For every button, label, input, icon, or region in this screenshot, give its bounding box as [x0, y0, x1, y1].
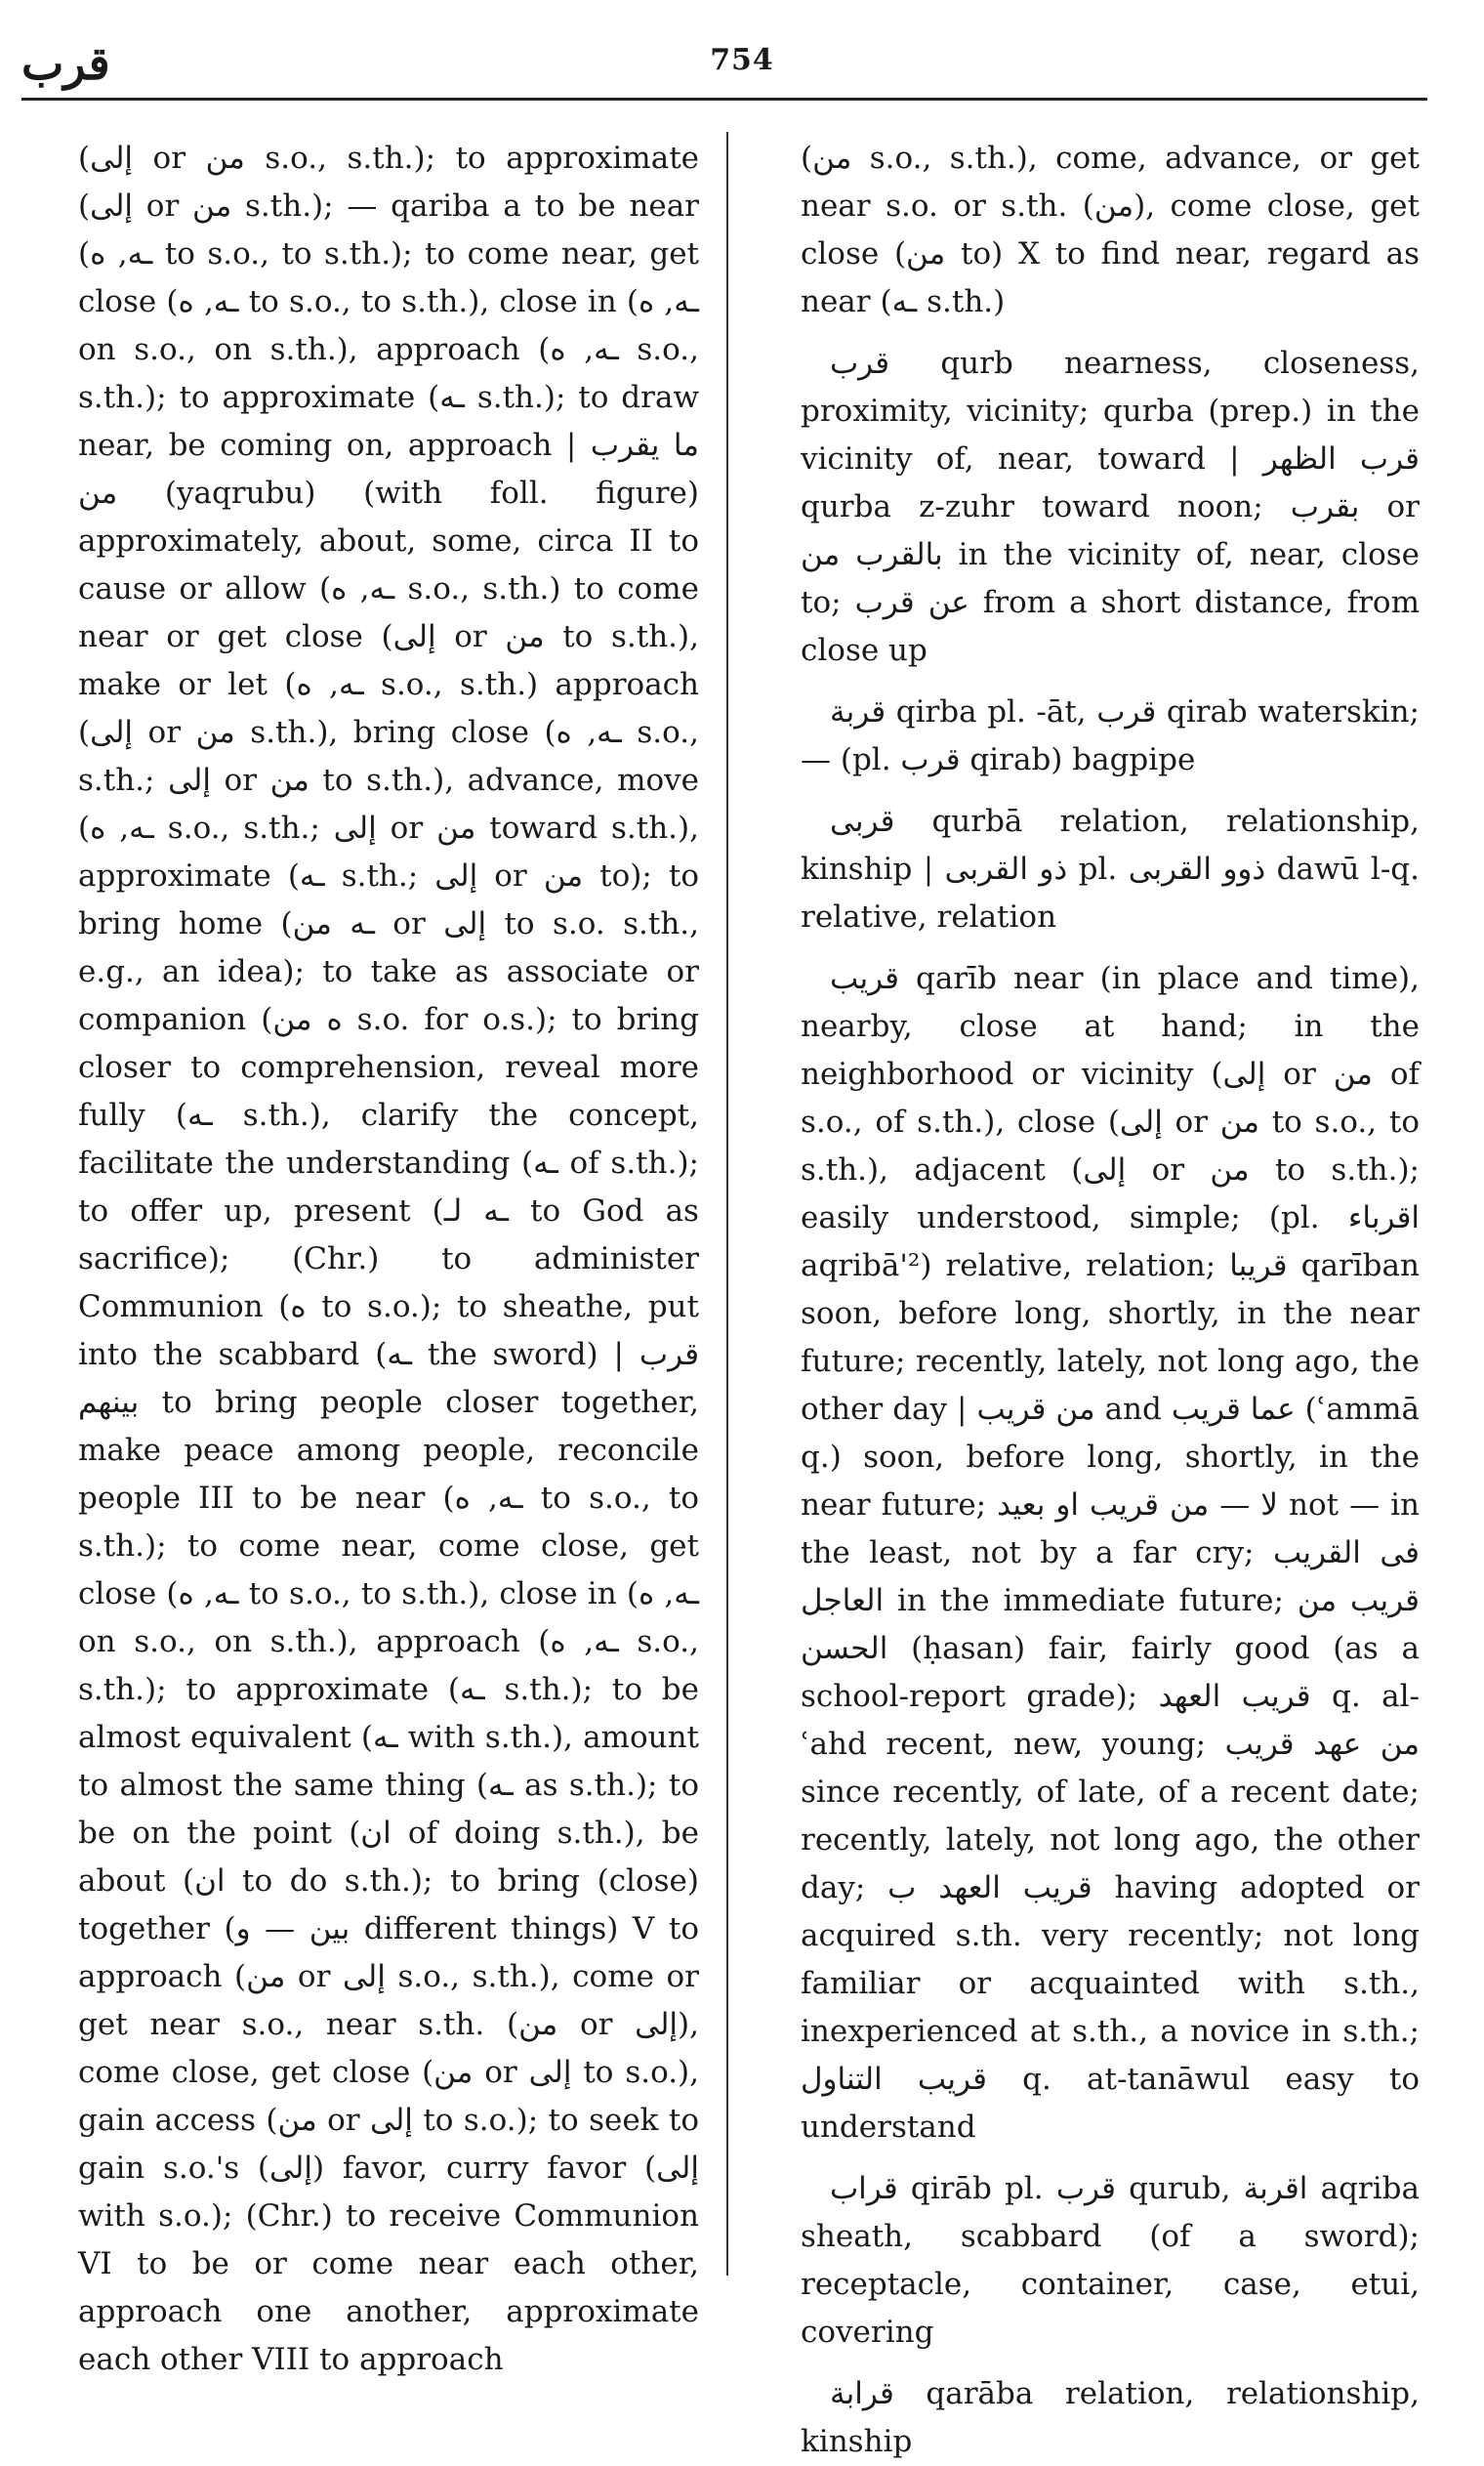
entry-qurba: قربى qurbā relation, relationship, kinship | ذو القربى pl. ذوو القربى dawū l-q. relative, relation	[801, 804, 1420, 935]
entry-continuation: (من s.o., s.th.), come, advance, or get near s.o. or s.th. (من), come close, get close (من to) X to find near, regard as near (ـه s.th.)	[801, 141, 1420, 319]
entry-qaraba: قرابة qarāba relation, relationship, kinship	[801, 2376, 1420, 2459]
column-divider	[726, 132, 728, 2276]
right-column	[801, 135, 1421, 2459]
entry-qurb: قرب qurb nearness, closeness, proximity, vicinity; qurba (prep.) in the vicinity of, near, toward | قرب الظهر qurba z-zuhr toward noon; بقرب or بالقرب من in the vicinity of, near, close to; عن قرب from a short distance, from close up	[801, 346, 1420, 668]
left-column	[78, 135, 700, 2377]
page-header	[0, 29, 1484, 98]
entry-qirba: قربة qirba pl. -āt, قرب qirab waterskin; — (pl. قرب qirab) bagpipe	[801, 694, 1420, 777]
entry-qarib: قريب qarīb near (in place and time), nearby, close at hand; in the neighborhood or vicinity (إلى or من of s.o., of s.th.), close (إلى or من to s.o., to s.th.), adjacent (إلى or من to s.th.); easily understood, simple; (pl. اقرباء aqribā'²) relative, relation; قريبا qarīban soon, before long, shortly, in the near future; recently, lately, not long ago, the other day | من قريب and عما قريب (ʿammā q.) soon, before long, shortly, in the near future; لا — من قريب او بعيد not — in the least, not by a far cry; فى القريب العاجل in the immediate future; قريب من الحسن (ḥasan) fair, fairly good (as a school-report grade); قريب العهد q. al-ʿahd recent, new, young; من عهد قريب since recently, of late, of a recent date; recently, lately, not long ago, the other day; قريب العهد ب having adopted or acquired s.th. very recently; not long familiar or acquainted with s.th., inexperienced at s.th., a novice in s.th.; قريب التناول q. at-tanāwul easy to understand	[801, 961, 1421, 2145]
entry-continuation: (إلى or من s.o., s.th.); to approximate (إلى or من s.th.); — qariba a to be near (ـه, ه to s.o., to s.th.); to come near, get close (ـه, ه to s.o., to s.th.), close in (ـه, ه on s.o., on s.th.), approach (ـه, ه s.o., s.th.); to approximate (ـه s.th.); to draw near, be coming on, approach | ما يقرب من (yaqrubu) (with foll. figure) approximately, about, some, circa II to cause or allow (ـه, ه s.o., s.th.) to come near or get close (إلى or من to s.th.), make or let (ـه, ه s.o., s.th.) approach (إلى or من s.th.), bring close (ـه, ه s.o., s.th.; إلى or من to s.th.), advance, move (ـه, ه s.o., s.th.; إلى or من toward s.th.), approximate (ـه s.th.; إلى or من to); to bring home (ـه من or إلى to s.o. s.th., e.g., an idea); to take as associate or companion (ه من s.o. for o.s.); to bring closer to comprehension, reveal more fully (ـه s.th.), clarify the concept, facilitate the understanding (ـه of s.th.); to offer up, present (ـه لـ to God as sacrifice); (Chr.) to administer Communion (ه to s.o.); to sheathe, put into the scabbard (ـه the sword) | قرب بينهم to bring people closer together, make peace among people, reconcile people III to be near (ـه, ه to s.o., to s.th.); to come near, come close, get close (ـه, ه to s.o., to s.th.), close in (ـه, ه on s.o., on s.th.), approach (ـه, ه s.o., s.th.); to approximate (ـه s.th.); to be almost equivalent (ـه with s.th.), amount to almost the same thing (ـه as s.th.); to be on the point (ان of doing s.th.), be about (ان to do s.th.); to bring (close) together (بين — و different things) V to approach (من or إلى s.o., s.th.), come or get near s.o., near s.th. (من or إلى), come close, get close (من or إلى to s.o.), gain access (من or إلى to s.o.); to seek to gain s.o.'s (إلى) favor, curry favor (إلى with s.o.); (Chr.) to receive Communion VI to be or come near each other, approach one another, approximate each other VIII to approach	[78, 141, 700, 2377]
header-arabic-headword: قرب	[21, 37, 110, 90]
header-rule	[21, 98, 1427, 101]
entry-qirab: قراب qirāb pl. قرب qurub, اقربة aqriba sheath, scabbard (of a sword); receptacle, container, case, etui, covering	[801, 2171, 1420, 2350]
page-number: 754	[710, 43, 774, 77]
